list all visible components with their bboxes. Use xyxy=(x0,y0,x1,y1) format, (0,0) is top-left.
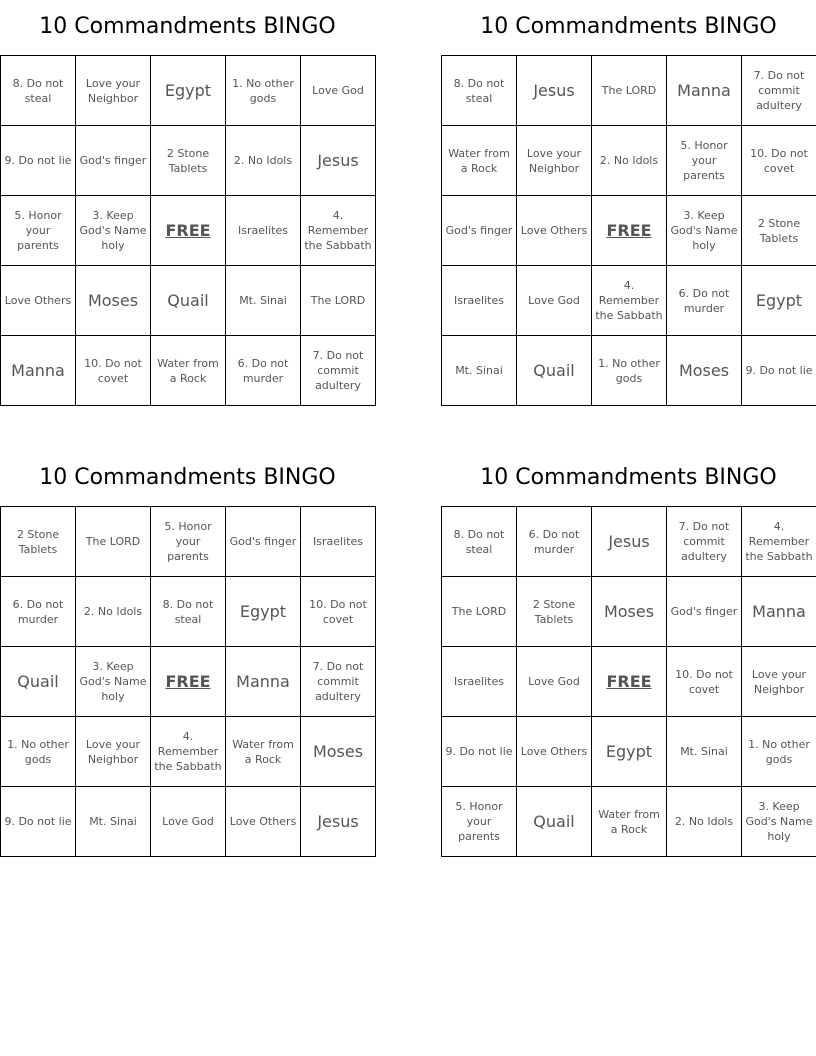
bingo-cell: Manna xyxy=(226,647,301,717)
bingo-cell: 2. No Idols xyxy=(592,126,667,196)
bingo-cell: Israelites xyxy=(442,266,517,336)
bingo-cell: Israelites xyxy=(301,507,376,577)
bingo-cell: 10. Do not covet xyxy=(301,577,376,647)
bingo-cell: 3. Keep God's Name holy xyxy=(76,647,151,717)
bingo-cell: Egypt xyxy=(742,266,816,336)
bingo-cell: Love your Neighbor xyxy=(76,717,151,787)
bingo-cell: 2 Stone Tablets xyxy=(1,507,76,577)
bingo-cell: 10. Do not covet xyxy=(667,647,742,717)
free-space-cell: FREE xyxy=(592,647,667,717)
bingo-cell: 10. Do not covet xyxy=(76,336,151,406)
card-title-text: 10 Commandments BINGO xyxy=(39,14,336,39)
bingo-cell: 4. Remember the Sabbath xyxy=(151,717,226,787)
bingo-cell: Love Others xyxy=(517,717,592,787)
bingo-cell: God's finger xyxy=(667,577,742,647)
bingo-cell: Moses xyxy=(76,266,151,336)
bingo-cell: Israelites xyxy=(226,196,301,266)
card-title xyxy=(0,0,375,55)
bingo-card-1 xyxy=(0,0,375,406)
card-title-text: 10 Commandments BINGO xyxy=(480,14,777,39)
bingo-cell: 3. Keep God's Name holy xyxy=(667,196,742,266)
bingo-cell: Mt. Sinai xyxy=(226,266,301,336)
bingo-cell: 7. Do not commit adultery xyxy=(742,56,816,126)
bingo-grid xyxy=(0,506,376,857)
bingo-grid xyxy=(441,55,816,406)
bingo-cell: 9. Do not lie xyxy=(1,126,76,196)
bingo-cell: Jesus xyxy=(301,787,376,857)
bingo-cell: Water from a Rock xyxy=(226,717,301,787)
free-space-cell: FREE xyxy=(592,196,667,266)
bingo-cell: Manna xyxy=(667,56,742,126)
bingo-cell: The LORD xyxy=(301,266,376,336)
bingo-cell: 6. Do not murder xyxy=(517,507,592,577)
bingo-card-4 xyxy=(441,451,816,857)
bingo-cell: 7. Do not commit adultery xyxy=(301,336,376,406)
bingo-cell: 7. Do not commit adultery xyxy=(667,507,742,577)
bingo-cell: 2. No Idols xyxy=(226,126,301,196)
bingo-cell: Love God xyxy=(151,787,226,857)
bingo-cell: The LORD xyxy=(592,56,667,126)
bingo-cell: Quail xyxy=(517,336,592,406)
bingo-grid xyxy=(441,506,816,857)
card-title-text: 10 Commandments BINGO xyxy=(480,465,777,490)
bingo-cell: Love God xyxy=(301,56,376,126)
bingo-cell: Love Others xyxy=(517,196,592,266)
card-title-text: 10 Commandments BINGO xyxy=(39,465,336,490)
bingo-cell: Jesus xyxy=(517,56,592,126)
bingo-cell: 6. Do not murder xyxy=(226,336,301,406)
bingo-cell: 5. Honor your parents xyxy=(1,196,76,266)
bingo-cell: 4. Remember the Sabbath xyxy=(592,266,667,336)
bingo-cell: The LORD xyxy=(76,507,151,577)
bingo-cell: 4. Remember the Sabbath xyxy=(742,507,816,577)
bingo-cell: Moses xyxy=(301,717,376,787)
card-title xyxy=(441,0,816,55)
bingo-card-3 xyxy=(0,451,375,857)
bingo-cell: Quail xyxy=(517,787,592,857)
bingo-cell: Love your Neighbor xyxy=(76,56,151,126)
bingo-cell: 2. No Idols xyxy=(76,577,151,647)
bingo-cell: 6. Do not murder xyxy=(667,266,742,336)
bingo-cell: 5. Honor your parents xyxy=(442,787,517,857)
bingo-cell: 1. No other gods xyxy=(742,717,816,787)
bingo-cell: Manna xyxy=(742,577,816,647)
bingo-grid xyxy=(0,55,376,406)
bingo-cell: 9. Do not lie xyxy=(1,787,76,857)
bingo-cell: 8. Do not steal xyxy=(442,507,517,577)
bingo-cell: Love your Neighbor xyxy=(742,647,816,717)
bingo-cell: God's finger xyxy=(226,507,301,577)
bingo-cell: Water from a Rock xyxy=(442,126,517,196)
bingo-cell: Water from a Rock xyxy=(151,336,226,406)
bingo-cell: 3. Keep God's Name holy xyxy=(742,787,816,857)
bingo-cell: Egypt xyxy=(226,577,301,647)
bingo-cell: 6. Do not murder xyxy=(1,577,76,647)
bingo-cell: 10. Do not covet xyxy=(742,126,816,196)
bingo-cell: Moses xyxy=(592,577,667,647)
free-space-cell: FREE xyxy=(151,647,226,717)
bingo-cell: The LORD xyxy=(442,577,517,647)
bingo-cell: God's finger xyxy=(76,126,151,196)
bingo-cell: 1. No other gods xyxy=(592,336,667,406)
card-title xyxy=(441,451,816,506)
bingo-cell: 4. Remember the Sabbath xyxy=(301,196,376,266)
bingo-cell: 2 Stone Tablets xyxy=(517,577,592,647)
bingo-cell: 2. No Idols xyxy=(667,787,742,857)
bingo-cell: Love Others xyxy=(226,787,301,857)
bingo-cell: 8. Do not steal xyxy=(151,577,226,647)
bingo-cell: Water from a Rock xyxy=(592,787,667,857)
bingo-cell: 5. Honor your parents xyxy=(667,126,742,196)
bingo-cell: Quail xyxy=(1,647,76,717)
bingo-cell: God's finger xyxy=(442,196,517,266)
bingo-cell: Love Others xyxy=(1,266,76,336)
free-space-cell: FREE xyxy=(151,196,226,266)
bingo-cell: 9. Do not lie xyxy=(442,717,517,787)
bingo-cell: Israelites xyxy=(442,647,517,717)
bingo-cell: Mt. Sinai xyxy=(667,717,742,787)
bingo-cell: Mt. Sinai xyxy=(442,336,517,406)
bingo-cell: 2 Stone Tablets xyxy=(742,196,816,266)
bingo-cell: 1. No other gods xyxy=(226,56,301,126)
bingo-cell: Manna xyxy=(1,336,76,406)
bingo-card-2 xyxy=(441,0,816,406)
bingo-cell: Quail xyxy=(151,266,226,336)
bingo-cell: 8. Do not steal xyxy=(1,56,76,126)
bingo-cell: Moses xyxy=(667,336,742,406)
bingo-cell: 1. No other gods xyxy=(1,717,76,787)
bingo-cell: Mt. Sinai xyxy=(76,787,151,857)
bingo-cell: 2 Stone Tablets xyxy=(151,126,226,196)
bingo-cell: Jesus xyxy=(592,507,667,577)
bingo-cell: 7. Do not commit adultery xyxy=(301,647,376,717)
bingo-cell: Jesus xyxy=(301,126,376,196)
bingo-cell: 5. Honor your parents xyxy=(151,507,226,577)
bingo-cell: Love God xyxy=(517,266,592,336)
bingo-cell: Love your Neighbor xyxy=(517,126,592,196)
bingo-cell: 9. Do not lie xyxy=(742,336,816,406)
bingo-cell: Egypt xyxy=(592,717,667,787)
bingo-cell: Love God xyxy=(517,647,592,717)
card-title xyxy=(0,451,375,506)
bingo-cell: Egypt xyxy=(151,56,226,126)
bingo-cell: 8. Do not steal xyxy=(442,56,517,126)
bingo-cell: 3. Keep God's Name holy xyxy=(76,196,151,266)
